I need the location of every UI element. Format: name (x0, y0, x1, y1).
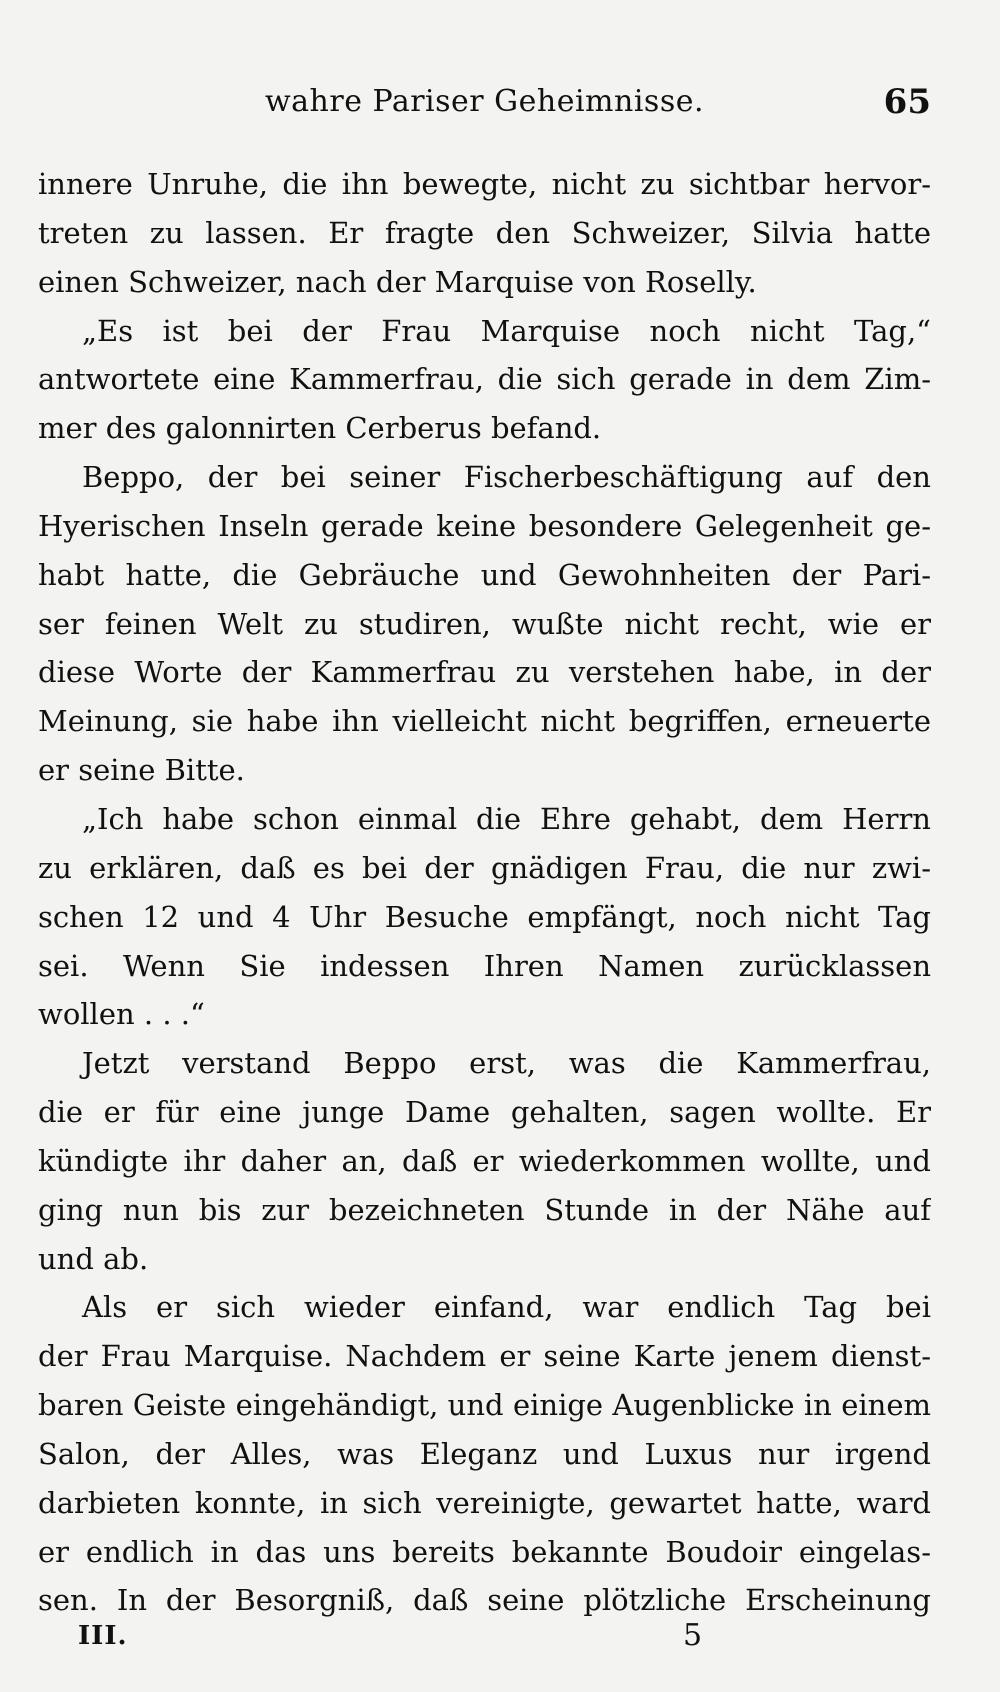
text-line: zu erklären, daß es bei der gnädigen Frau, die nur zwi- (38, 850, 931, 885)
text-line: antwortete eine Kammerfrau, die sich gerade in dem Zim- (38, 362, 931, 397)
text-line: darbieten konnte, in sich vereinigte, gewartet hatte, ward (38, 1485, 931, 1520)
text-line: Hyerischen Inseln gerade keine besondere Gelegenheit ge- (38, 508, 931, 543)
text-line: er seine Bitte. (38, 753, 245, 788)
text-line: sei. Wenn Sie indessen Ihren Namen zurücklassen (38, 948, 931, 983)
text-line: sen. In der Besorgniß, daß seine plötzliche Erscheinung (38, 1583, 931, 1618)
running-title: wahre Pariser Geheimnisse. (264, 84, 705, 119)
text-line: und ab. (38, 1241, 149, 1276)
page-header (38, 82, 931, 132)
text-line: ser feinen Welt zu studiren, wußte nicht recht, wie er (38, 606, 931, 641)
text-line: habt hatte, die Gebräuche und Gewohnheiten der Pari- (38, 557, 931, 592)
text-line: kündigte ihr daher an, daß er wiederkommen wollte, und (38, 1143, 931, 1178)
text-line: wollen . . .“ (38, 997, 205, 1032)
text-line: „Es ist bei der Frau Marquise noch nicht Tag,“ (82, 313, 931, 348)
text-line: Als er sich wieder einfand, war endlich Tag bei (82, 1290, 931, 1325)
text-line: treten zu lassen. Er fragte den Schweizer, Silvia hatte (38, 215, 931, 250)
text-line: innere Unruhe, die ihn bewegte, nicht zu sichtbar hervor- (38, 167, 931, 201)
text-line: einen Schweizer, nach der Marquise von Roselly. (38, 264, 757, 299)
text-line: ging nun bis zur bezeichneten Stunde in der Nähe auf (38, 1192, 931, 1227)
text-line: die er für eine junge Dame gehalten, sagen wollte. Er (38, 1095, 931, 1130)
text-line: diese Worte der Kammerfrau zu verstehen habe, in der (38, 655, 931, 690)
text-line: „Ich habe schon einmal die Ehre gehabt, dem Herrn (82, 801, 931, 836)
volume-signature: III. (78, 1621, 128, 1651)
text-line: Beppo, der bei seiner Fischerbeschäftigung auf den (82, 460, 931, 495)
text-line: er endlich in das uns bereits bekannte Boudoir eingelas- (38, 1534, 931, 1569)
text-line: Jetzt verstand Beppo erst, was die Kammerfrau, (82, 1046, 931, 1081)
text-line: der Frau Marquise. Nachdem er seine Karte jenem dienst- (38, 1339, 931, 1374)
sheet-number: 5 (683, 1618, 703, 1653)
text-line: mer des galonnirten Cerberus befand. (38, 411, 602, 446)
text-line: Salon, der Alles, was Eleganz und Luxus nur irgend (38, 1436, 931, 1471)
text-line: schen 12 und 4 Uhr Besuche empfängt, noch nicht Tag (38, 899, 931, 934)
text-line: baren Geiste eingehändigt, und einige Augenblicke in einem (38, 1388, 931, 1423)
body-text (38, 160, 931, 1625)
page-number: 65 (883, 82, 931, 122)
page-footer (38, 1614, 931, 1658)
text-line: Meinung, sie habe ihn vielleicht nicht begriffen, erneuerte (38, 704, 931, 739)
